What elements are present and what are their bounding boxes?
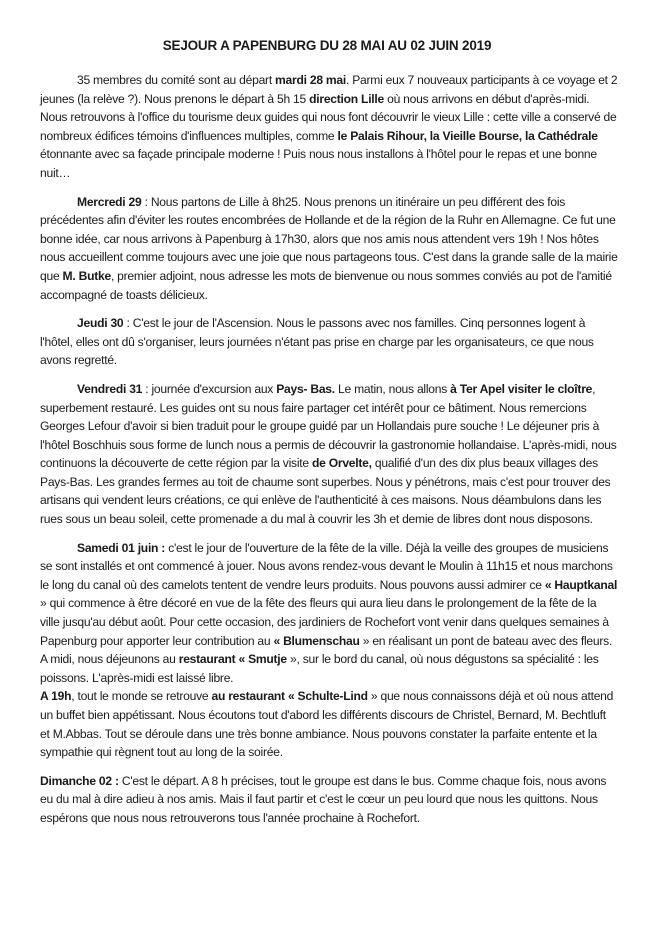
bold-text: Dimanche 02 : xyxy=(40,773,119,788)
document-title: SEJOUR A PAPENBURG DU 28 MAI AU 02 JUIN 2019 xyxy=(162,38,492,53)
text: Le matin, nous allons xyxy=(334,381,451,396)
text: c'est le jour de l'ouverture de la fête de la ville. Déjà la veille des groupes de musiciens se sont installés et ont commencé à jouer. Nous avons rendez-vous devant le Moulin à 11h15 et nous marchons le long du canal où des camelots tentent de vendre leurs produits. Nous pouvons aussi admirer ce xyxy=(40,540,613,592)
paragraph xyxy=(40,193,618,305)
bold-text: « Hauptkanal xyxy=(544,577,618,592)
bold-text: Mercredi 29 xyxy=(77,194,142,209)
bold-text: direction Lille xyxy=(309,91,384,106)
text: étonnante avec sa façade principale moderne ! Puis nous nous installons à l'hôtel pour le repas et une bonne nuit… xyxy=(40,147,597,180)
text: » qui commence à être décoré en vue de la fête des fleurs qui aura lieu dans le prolongement de la fête de la ville jusqu'au début août. Pour cette occasion, des jardiniers de Rochefort vont venir dans quelques semaines à Papenburg pour apporter leur contribution au xyxy=(40,596,609,648)
bold-text: Vendredi 31 xyxy=(77,381,143,396)
paragraph xyxy=(40,539,618,762)
text: » en réalisant un pont de bateau avec des fleurs. A midi, nous déjeunons au xyxy=(40,633,613,667)
text: où nous arrivons en début d'après-midi. Nous retrouvons à l'office du tourisme deux guides qui nous font découvrir le vieux Lille : cette ville a conservé de nombreux édifices témoins d'influences multiples, comme xyxy=(40,91,617,143)
text: . Parmi eux 7 nouveaux participants à ce voyage et 2 jeunes (la relève ?). Nous prenons le départ à 5h 15 xyxy=(40,73,618,106)
bold-text: Samedi 01 juin : xyxy=(77,540,166,555)
text: qualifié d'un des dix plus beaux villages des Pays-Bas. Les grandes fermes au toit de chaume sont superbes. Nous y pénétrons, mais c'est pour trouver des artisans qui vendent leurs créations, ce qui enlève de l'authenticité à ces maisons. Nous déambulons dans les rues sous un beau soleil, cette promenade a du mal à couvrir les 3h et demie de libres dont nous disposons. xyxy=(40,456,611,527)
text: , premier adjoint, nous adresse les mots de bienvenue ou nous sommes conviés au pot de l'amitié accompagné de toasts délicieux. xyxy=(40,268,612,302)
text: C'est le départ. A 8 h précises, tout le groupe est dans le bus. Comme chaque fois, nous avons eu du mal à dire adieu à nos amis. Mais il faut partir et c'est le cœur un peu lourd que nous les quittons. Nous espérons que nous nous retrouverons tous l'année prochaine à Rochefort. xyxy=(40,773,607,825)
text: , tout le monde se retrouve xyxy=(71,689,212,704)
text: », sur le bord du canal, où nous dégustons sa spécialité : les poissons. L'après-midi est laissé libre. xyxy=(40,652,599,685)
paragraph xyxy=(40,380,618,529)
bold-text: M. Butke xyxy=(62,268,111,283)
bold-text: « Blumenschau xyxy=(273,633,360,648)
bold-text: mardi 28 mai xyxy=(275,73,346,87)
paragraph xyxy=(40,314,618,370)
text: , superbement restauré. Les guides ont su nous faire partager cet intérêt pour ce bâtiment. Nous remercions Georges Lefour d'avoir si bien traduit pour le groupe guidé par un Hollandais pure souche ! Le déjeuner pris à l'hôtel Boschhuis sous forme de lunch nous a permis de découvrir la gastronomie hollandaise. L'après-midi, nous continuons la découverte de cette région par la visite xyxy=(40,381,617,471)
bold-text: le Palais Rihour, la Vieille Bourse, la Cathédrale xyxy=(337,128,598,143)
bold-text: à Ter Apel visiter le cloître xyxy=(450,381,593,396)
bold-text: Pays- Bas. xyxy=(276,381,335,396)
bold-text: au restaurant « Schulte-Lind xyxy=(211,689,368,704)
document-body xyxy=(40,71,618,838)
bold-text: Jeudi 30 xyxy=(77,316,124,331)
bold-text: A 19h xyxy=(40,689,72,704)
text: : journée d'excursion aux xyxy=(142,381,277,396)
bold-text: restaurant « Smutje xyxy=(178,652,287,667)
paragraph xyxy=(40,71,618,183)
text: : C'est le jour de l'Ascension. Nous le passons avec nos familles. Cinq personnes logent à l'hôtel, elles ont dû s'organiser, leurs journées n'étant pas prise en charge par les organisateurs, ce que nous avons regretté. xyxy=(40,316,594,368)
text: 35 membres du comité sont au départ xyxy=(77,73,276,87)
paragraph xyxy=(40,772,618,828)
paragraph-continuation xyxy=(40,687,618,761)
text: : Nous partons de Lille à 8h25. Nous prenons un itinéraire un peu différent des fois précédentes afin d'éviter les routes encombrées de Hollande et de la région de la Ruhr en Allemagne. Ce fut une bonne idée, car nous arrivons à Papenburg à 17h30, alors que nos amis nous attendent vers 19h ! Nos hôtes nous accueillent comme toujours avec une joie que nous partageons tous. C'est dans la grande salle de la mairie que xyxy=(40,194,618,283)
bold-text: de Orvelte, xyxy=(311,456,372,471)
text: » que nous connaissons déjà et où nous attend un buffet bien appétissant. Nous écoutons tout d'abord les différents discours de Christel, Bernard, M. Bechtluft et M.Abbas. Tout se déroule dans une très bonne ambiance. Nous pouvons constater la parfaite entente et la sympathie qui règnent tout au long de la soirée. xyxy=(40,689,614,760)
